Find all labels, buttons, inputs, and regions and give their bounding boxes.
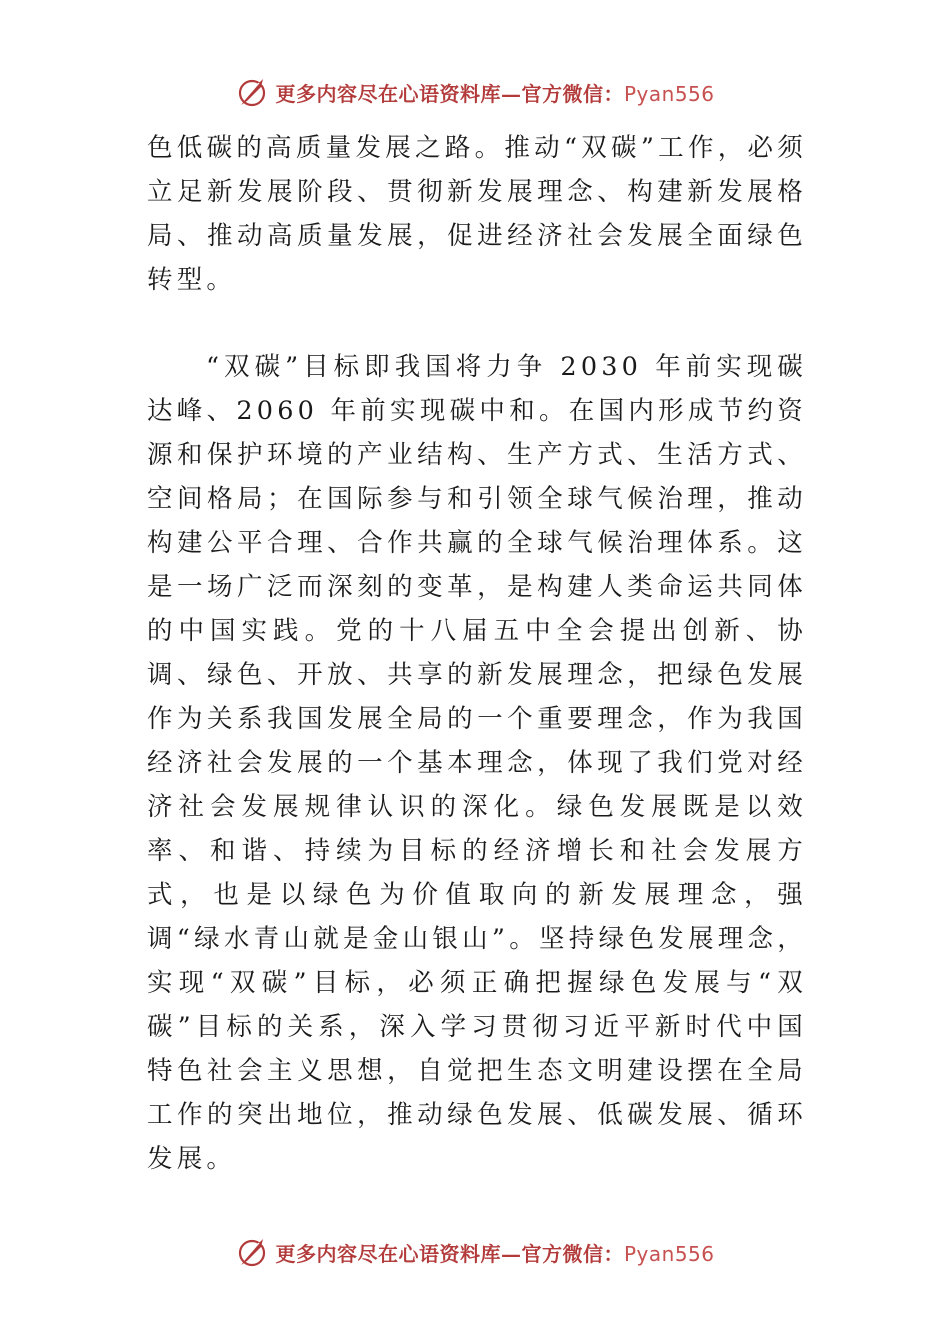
footer-wechat-id: Pyan556 [623, 1241, 715, 1266]
quill-pen-circle-icon [235, 75, 269, 109]
document-body [147, 126, 807, 1181]
footer-banner [0, 1232, 950, 1272]
header-banner [0, 72, 950, 112]
paragraph-2: “双碳”目标即我国将力争 2030 年前实现碳达峰、2060 年前实现碳中和。在国内形成节约资源和保护环境的产业结构、生产方式、生活方式、空间格局；在国际参与和引领全球气候治理，推动构建公平合理、合作共赢的全球气候治理体系。这是一场广泛而深刻的变革，是构建人类命运共同体的中国实践。党的十八届五中全会提出创新、协调、绿色、开放、共享的新发展理念，把绿色发展作为关系我国发展全局的一个重要理念，作为我国经济社会发展的一个基本理念，体现了我们党对经济社会发展规律认识的深化。绿色发展既是以效率、和谐、持续为目标的经济增长和社会发展方式，也是以绿色为价值取向的新发展理念，强调“绿水青山就是金山银山”。坚持绿色发展理念，实现“双碳”目标，必须正确把握绿色发展与“双碳”目标的关系，深入学习贯彻习近平新时代中国特色社会主义思想，自觉把生态文明建设摆在全局工作的突出地位，推动绿色发展、低碳发展、循环发展。 [147, 352, 807, 1174]
quill-pen-circle-icon [235, 1235, 269, 1269]
paragraph-1: 色低碳的高质量发展之路。推动“双碳”工作，必须立足新发展阶段、贯彻新发展理念、构建新发展格局、推动高质量发展，促进经济社会发展全面绿色转型。 [147, 133, 807, 295]
header-wechat-id: Pyan556 [623, 81, 715, 106]
header-brand-text: 更多内容尽在心语资料库—官方微信：Pyan556 [275, 81, 715, 106]
footer-brand-text: 更多内容尽在心语资料库—官方微信：Pyan556 [275, 1241, 715, 1266]
